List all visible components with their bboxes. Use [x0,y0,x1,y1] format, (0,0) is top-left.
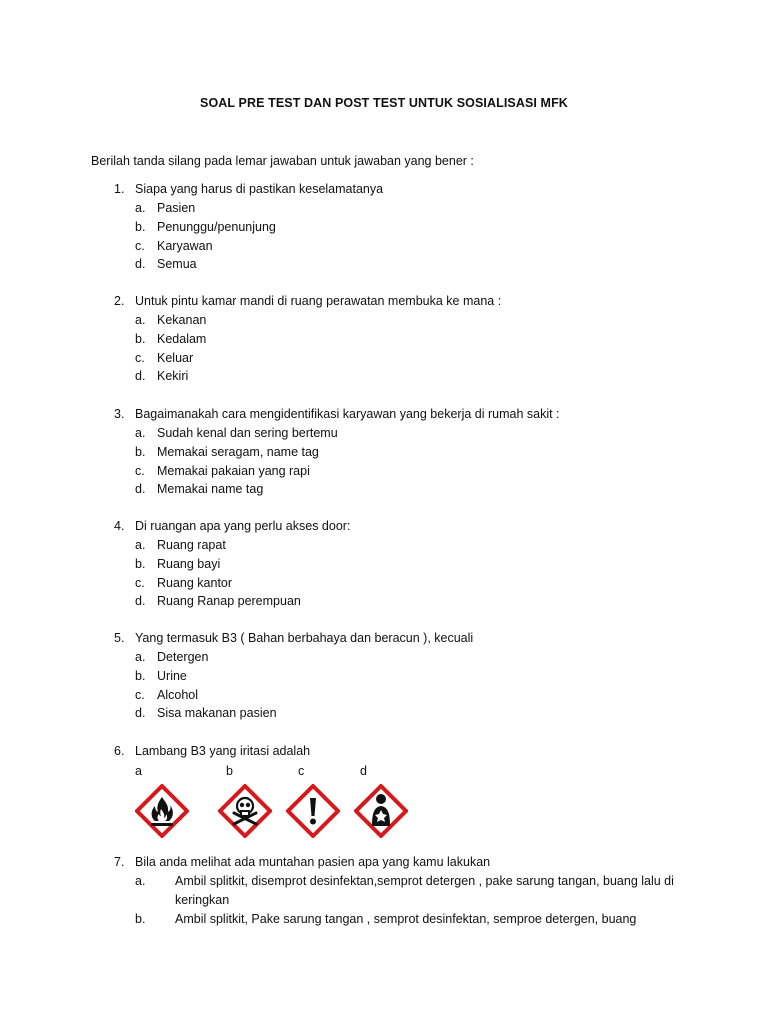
question-number: 7. [114,855,125,869]
option-letter: d. [135,594,146,609]
option-letter: a. [135,538,146,552]
option-text: Ambil splitkit, disemprot desinfektan,semprot detergen , pake sarung tangan, buang lalu di keringkan [175,874,674,907]
option-text: Memakai pakaian yang rapi [157,463,310,478]
question-number: 1. [114,182,125,196]
option-text: Memakai name tag [157,482,264,497]
option-letter: a. [135,313,146,327]
option-list [135,872,675,928]
option-letter: b. [135,668,146,683]
option-letter: c. [135,687,145,702]
symbol-label-b: b [226,764,233,778]
question-6 [114,742,714,762]
question-number: 5. [114,631,125,645]
document-title: SOAL PRE TEST DAN POST TEST UNTUK SOSIALISASI MFK [200,96,568,110]
option-text: Ruang rapat [157,538,226,552]
exclamation-hazard-icon [286,784,340,838]
question-number: 4. [114,519,125,533]
question-stem: Bila anda melihat ada muntahan pasien apa yang kamu lakukan [135,855,491,869]
option-letter: d. [135,369,146,384]
option-text: Detergen [157,650,209,664]
option-letter: c. [135,575,145,590]
flame-hazard-icon [135,784,189,838]
skull-crossbones-hazard-icon [218,784,272,838]
option-text: Keluar [157,350,194,365]
option-text: Sisa makanan pasien [157,706,277,721]
question-stem: Siapa yang harus di pastikan keselamatanya [135,182,384,196]
option-text: Ruang bayi [157,556,221,571]
question-stem: Bagaimanakah cara mengidentifikasi karyawan yang bekerja di rumah sakit : [135,407,560,421]
option-letter: b. [135,331,146,346]
option-letter: a. [135,874,146,888]
option-letter: b. [135,911,146,926]
option-text: Semua [157,257,197,272]
option-letter: c. [135,238,145,253]
health-hazard-icon [354,784,408,838]
option-letter: a. [135,201,146,215]
option-text: Ambil splitkit, Pake sarung tangan , semprot desinfektan, semproe detergen, buang [175,911,637,926]
question-number: 6. [114,744,125,758]
option-text: Karyawan [157,238,213,253]
option-a [135,872,675,910]
option-letter: a. [135,426,146,440]
option-text: Kekanan [157,313,207,327]
option-letter: d. [135,257,146,272]
instruction-text: Berilah tanda silang pada lemar jawaban untuk jawaban yang bener : [91,154,474,168]
option-letter: c. [135,463,145,478]
option-text: Urine [157,668,187,683]
option-letter: b. [135,556,146,571]
question-number: 3. [114,407,125,421]
option-text: Sudah kenal dan sering bertemu [157,426,338,440]
option-text: Pasien [157,201,196,215]
question-stem: Lambang B3 yang iritasi adalah [135,744,311,758]
option-text: Ruang Ranap perempuan [157,594,301,609]
symbol-label-a: a [135,764,142,778]
symbol-label-d: d [360,764,367,778]
option-letter: b. [135,444,146,459]
option-text: Ruang kantor [157,575,233,590]
option-letter: a. [135,650,146,664]
option-letter: c. [135,350,145,365]
option-text: Memakai seragam, name tag [157,444,319,459]
question-number: 2. [114,294,125,308]
hazard-symbol-row [135,764,435,834]
option-text: Kedalam [157,331,207,346]
option-text: Penunggu/penunjung [157,219,276,234]
option-text: Alcohol [157,687,198,702]
option-letter: d. [135,482,146,497]
symbol-label-c: c [298,764,305,778]
option-text: Kekiri [157,369,189,384]
option-b [135,910,675,929]
question-stem: Yang termasuk B3 ( Bahan berbahaya dan beracun ), kecuali [135,631,474,645]
question-stem: Untuk pintu kamar mandi di ruang perawatan membuka ke mana : [135,294,502,308]
option-letter: d. [135,706,146,721]
option-letter: b. [135,219,146,234]
question-stem: Di ruangan apa yang perlu akses door: [135,519,351,533]
